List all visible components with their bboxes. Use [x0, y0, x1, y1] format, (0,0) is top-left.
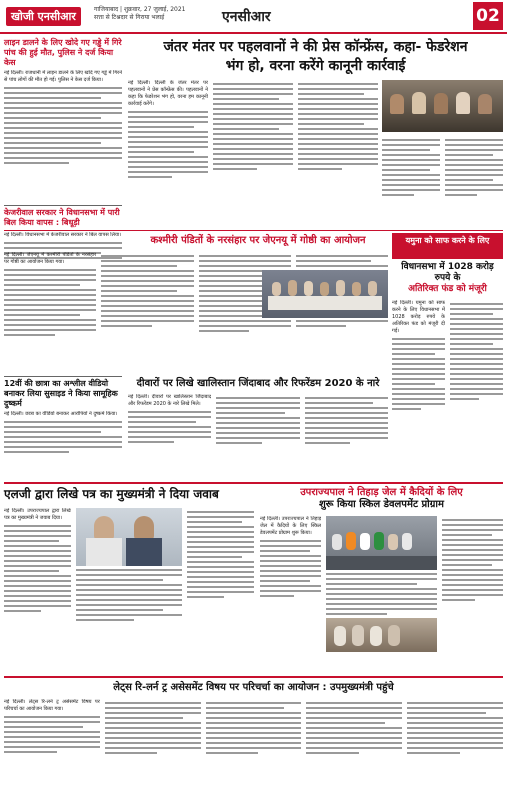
- text-lines: [305, 397, 388, 444]
- bottom-headline: लेट्स रि-लर्न ट्र असेसमेंट विषय पर परिचर्चा का आयोजन : उपमुख्यमंत्री पहुंचे: [113, 682, 394, 693]
- masthead-meta: [94, 6, 234, 22]
- tihar-headline: [260, 487, 503, 511]
- left-story-3-text: नई दिल्ली। छात्रा का वीडियो बनाकर आरोपियों ने दुष्कर्म किया।: [4, 411, 118, 417]
- yamuna-headline-banner: [392, 233, 503, 259]
- masthead: [0, 0, 507, 34]
- yamuna-headline-line2: विधानसभा में 1028 करोड़ रुपये के: [401, 262, 494, 283]
- text-lines: [4, 87, 122, 164]
- text-lines: [382, 139, 440, 196]
- text-lines: [213, 83, 293, 170]
- text-lines: [4, 716, 100, 753]
- tihar-headline-line2: शुरू किया स्किल डेवलपमेंट प्रोग्राम: [319, 499, 444, 510]
- text-lines: [128, 411, 211, 443]
- bottom-body: [4, 699, 503, 796]
- left-story-1-headline: लाइन डालने के लिए खोदे गए गड्ढे में गिरे पांच की हुई मौत, पुलिस ने दर्ज किया केस: [4, 38, 122, 67]
- yamuna-text: नई दिल्ली। यमुना को साफ करने के लिए विधानसभा में 1028 करोड़ रुपये के अतिरिक्त फंड को मंजूरी दी गई।: [392, 300, 445, 334]
- left-story-2: [4, 208, 122, 228]
- yamuna-headline-line1: यमुना को साफ करने के लिए: [405, 236, 490, 245]
- page-number: 02: [473, 2, 503, 30]
- text-lines: [4, 269, 96, 336]
- politician-photo: [76, 508, 183, 566]
- press-conference-photo: [382, 80, 503, 132]
- left-story-3-headline: 12वीं की छात्रा का अश्लील वीडियो बनाकर लिया सुसाइड ने किया सामूहिक दुष्कर्म: [4, 379, 118, 408]
- tihar-event-photo: [326, 516, 436, 570]
- text-lines: [306, 702, 402, 754]
- tihar-headline-line1: उपराज्यपाल ने तिहाड़ जेल में कैदियों के लिए: [300, 487, 463, 498]
- text-lines: [407, 702, 503, 754]
- newspaper-brand: खोजी एनसीआर: [6, 7, 81, 26]
- kashmiri-headline: कश्मीरी पंडितों के नरसंहार पर जेएनयू में गोष्ठी का आयोजन: [150, 235, 366, 246]
- text-lines: [187, 511, 254, 598]
- top-story-text: नई दिल्ली। दिल्ली के जंतर मंतर पर पहलवानों ने प्रेस कॉन्फ्रेंस की। पहलवानों ने कहा कि फेडरेशन भंग हो, वरना हम कानूनी कार्रवाई करेंगे।: [128, 80, 208, 107]
- tihar-body: [260, 516, 503, 672]
- left-story-1: [4, 38, 122, 68]
- khalistan-headline: दीवारों पर लिखे खालिस्तान जिंदाबाद और रिफरेंडम 2020 के नारे: [136, 378, 380, 389]
- top-story-headline-line2: भंग हो, वरना करेंगे कानूनी कार्रवाई: [225, 58, 406, 74]
- yamuna-headline: [392, 262, 503, 295]
- text-lines: [442, 519, 503, 601]
- top-story-right-body: [382, 136, 503, 228]
- text-lines: [101, 255, 193, 327]
- text-lines: [206, 702, 302, 754]
- text-lines: [4, 421, 122, 453]
- left-story-2-headline: केजरीवाल सरकार ने विधानसभा में पारी बिल किया वापस : बिधूड़ी: [4, 208, 120, 227]
- khalistan-text: नई दिल्ली। दीवारों पर खालिस्तान जिंदाबाद और रिफरेंडम 2020 के नारे लिखे मिले।: [128, 394, 212, 407]
- text-lines: [298, 83, 378, 170]
- yamuna-body: [392, 300, 503, 478]
- khalistan-body: [128, 394, 388, 478]
- lg-text: नई दिल्ली। उपराज्यपाल द्वारा लिखे पत्र का मुख्यमंत्री ने जवाब दिया।: [4, 508, 71, 521]
- top-story-headline-line1: जंतर मंतर पर पहलवानों ने की प्रेस कॉन्फ्रेंस, कहा- फेडरेशन: [163, 39, 468, 55]
- divider: [4, 676, 503, 678]
- text-lines: [128, 111, 208, 178]
- left-story-1-body: [4, 70, 122, 202]
- left-story-3-body: [4, 411, 122, 477]
- left-story-2-text: नई दिल्ली। विधानसभा में केजरीवाल सरकार ने बिल वापस लिया।: [4, 232, 122, 238]
- masthead-subline: सत्ता से टिश्नदार से गिराया भलाई: [94, 14, 165, 21]
- tihar-inmates-photo: [326, 618, 436, 652]
- text-lines: [326, 573, 436, 615]
- top-story-headline: [128, 38, 503, 76]
- text-lines: [4, 525, 71, 612]
- left-story-3: [4, 379, 122, 409]
- divider: [4, 230, 503, 231]
- text-lines: [392, 338, 445, 410]
- text-lines: [445, 139, 503, 196]
- jnu-seminar-photo: [262, 270, 388, 318]
- divider: [4, 482, 503, 484]
- date-line: गाजियाबाद | शुक्रवार, 27 जुलाई, 2021: [94, 6, 186, 13]
- yamuna-headline-line3: अतिरिक्त फंड को मंजूरी: [408, 284, 487, 294]
- text-lines: [450, 303, 503, 400]
- left-story-1-text: नई दिल्ली। राजधानी में लाइन डालने के लिए खोदे गए गड्ढे में गिरने से पांच लोगों की मौत हो गई। पुलिस ने केस दर्ज किया।: [4, 70, 122, 83]
- text-lines: [216, 397, 299, 444]
- kashmiri-text: नई दिल्ली। जेएनयू में कश्मीरी पंडितों के नरसंहार पर गोष्ठी का आयोजन किया गया।: [4, 252, 97, 265]
- divider: [4, 205, 122, 206]
- text-lines: [76, 569, 183, 621]
- tihar-text: नई दिल्ली। उपराज्यपाल ने तिहाड़ जेल में कैदियों के लिए स्किल डेवलपमेंट प्रोग्राम शुरू किया।: [260, 516, 322, 536]
- text-lines: [260, 540, 321, 597]
- bottom-text: नई दिल्ली। लेट्स रि-लर्न ट्र असेसमेंट विषय पर परिचर्चा का आयोजन किया गया।: [4, 699, 100, 712]
- section-title: एनसीआर: [222, 9, 271, 25]
- top-story-body: [128, 80, 378, 228]
- text-lines: [105, 702, 201, 754]
- divider: [4, 376, 122, 377]
- lg-body: [4, 508, 254, 672]
- lg-headline: एलजी द्वारा लिखे पत्र का मुख्यमंत्री ने दिया जवाब: [4, 487, 219, 501]
